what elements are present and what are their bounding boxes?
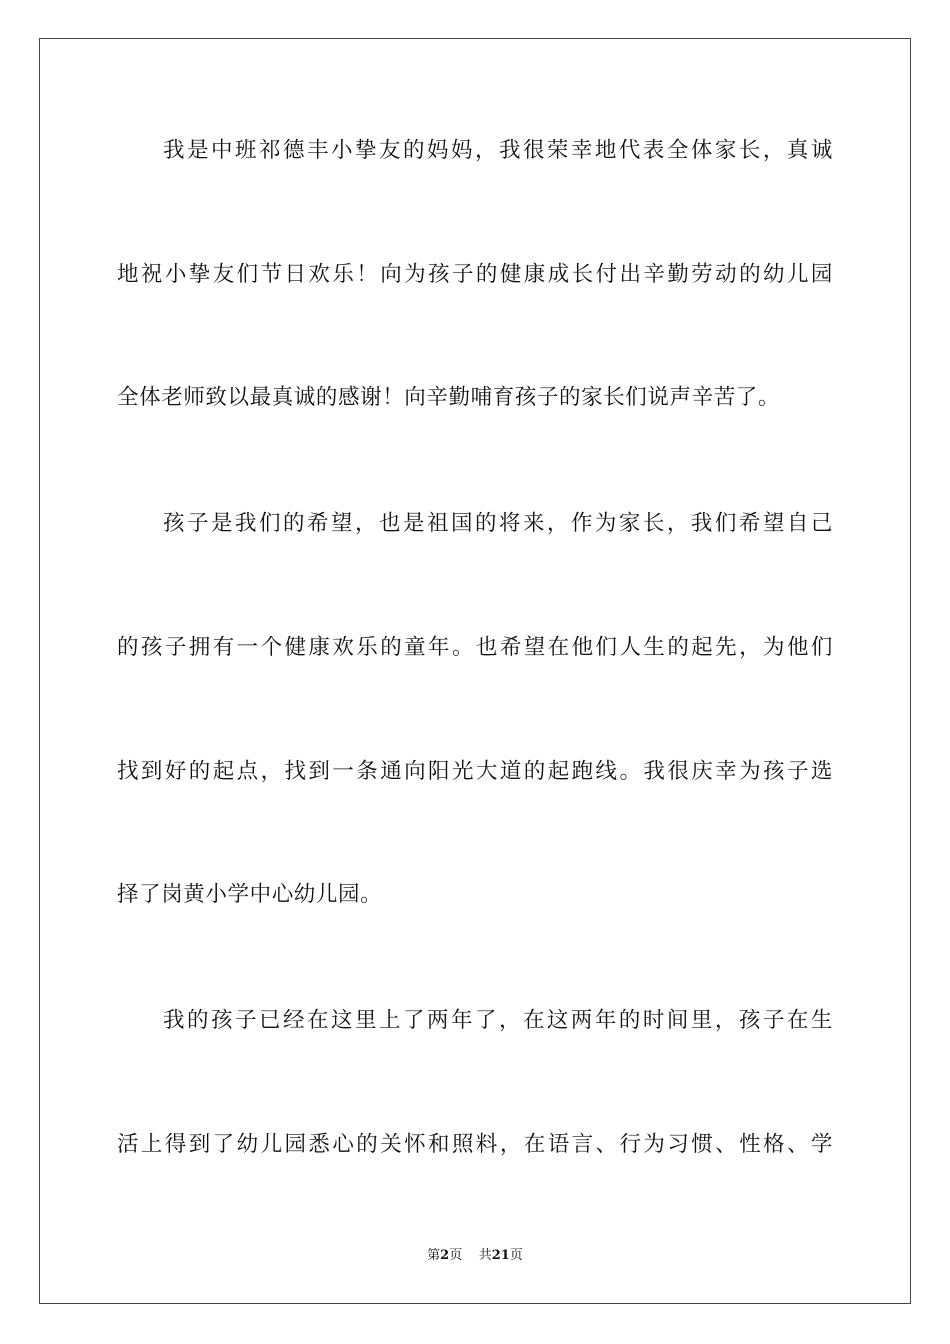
footer-total-suffix: 页 <box>509 1248 523 1263</box>
footer-page-suffix: 页 <box>449 1248 463 1263</box>
footer-page-prefix: 第 <box>427 1248 441 1263</box>
footer-total-pages: 21 <box>491 1248 510 1263</box>
paragraph-1-line-2: 地祝小挚友们节日欢乐！向为孩子的健康成长付出辛勤劳动的幼儿园 <box>117 262 833 287</box>
paragraph-2-line-4: 择了岗黄小学中心幼儿园。 <box>117 882 383 907</box>
paragraph-2-line-3: 找到好的起点，找到一条通向阳光大道的起跑线。我很庆幸为孩子选 <box>117 759 833 784</box>
paragraph-3-line-1: 我的孩子已经在这里上了两年了，在这两年的时间里，孩子在生 <box>163 1008 833 1033</box>
paragraph-2-line-2: 的孩子拥有一个健康欢乐的童年。也希望在他们人生的起先，为他们 <box>117 635 833 660</box>
page-footer <box>0 1247 950 1265</box>
paragraph-1-line-3: 全体老师致以最真诚的感谢！向辛勤哺育孩子的家长们说声辛苦了。 <box>117 385 781 410</box>
footer-page-number: 2 <box>440 1248 450 1263</box>
footer-total-prefix: 共 <box>478 1248 492 1263</box>
paragraph-1-line-1: 我是中班祁德丰小挚友的妈妈，我很荣幸地代表全体家长，真诚 <box>163 138 833 163</box>
paragraph-3-line-2: 活上得到了幼儿园悉心的关怀和照料，在语言、行为习惯、性格、学 <box>117 1132 833 1157</box>
page-border <box>39 38 911 1304</box>
paragraph-2-line-1: 孩子是我们的希望，也是祖国的将来，作为家长，我们希望自己 <box>163 511 833 536</box>
